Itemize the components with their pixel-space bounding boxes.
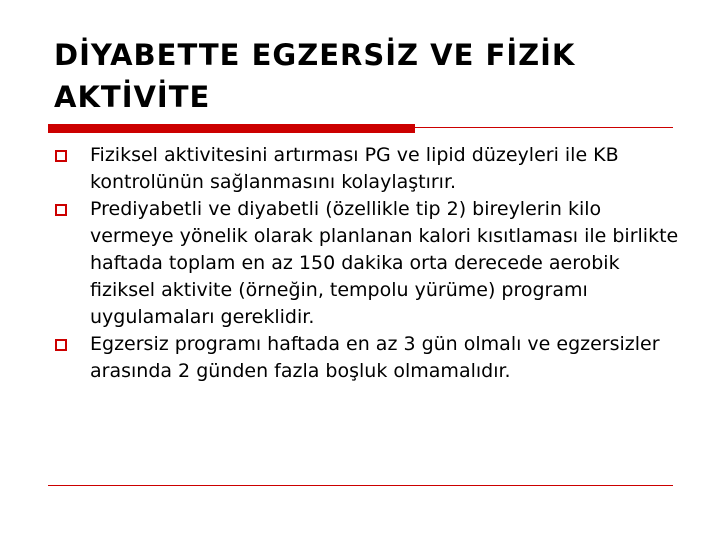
- hollow-square-bullet-icon: [55, 339, 67, 351]
- bullet-item: [54, 142, 680, 196]
- title-underline-thin: [415, 127, 673, 128]
- hollow-square-bullet-icon: [55, 204, 67, 216]
- slide-title: DİYABETTE EGZERSİZ VE FİZİK AKTİVİTE: [54, 38, 576, 114]
- hollow-square-bullet-icon: [55, 150, 67, 162]
- bullet-text: Egzersiz programı haftada en az 3 gün olmalı ve egzersizler arasında 2 günden fazla boşluk olmamalıdır.: [90, 333, 660, 382]
- bullet-text: Fiziksel aktivitesini artırması PG ve lipid düzeyleri ile KB kontrolünün sağlanmasını kolaylaştırır.: [90, 144, 619, 193]
- title-underline: [48, 124, 673, 133]
- bullet-text: Prediyabetli ve diyabetli (özellikle tip 2) bireylerin kilo vermeye yönelik olarak planlanan kalori kısıtlaması ile birlikte haftada toplam en az 150 dakika orta derecede aerobik fiziksel aktivite (örneğin, tempolu yürüme) programı uygulamaları gereklidir.: [90, 198, 679, 328]
- bullet-item: [54, 196, 680, 331]
- bullet-list: [54, 142, 680, 385]
- title-underline-accent: [48, 124, 415, 133]
- bullet-item: [54, 331, 680, 385]
- bottom-rule: [48, 485, 673, 486]
